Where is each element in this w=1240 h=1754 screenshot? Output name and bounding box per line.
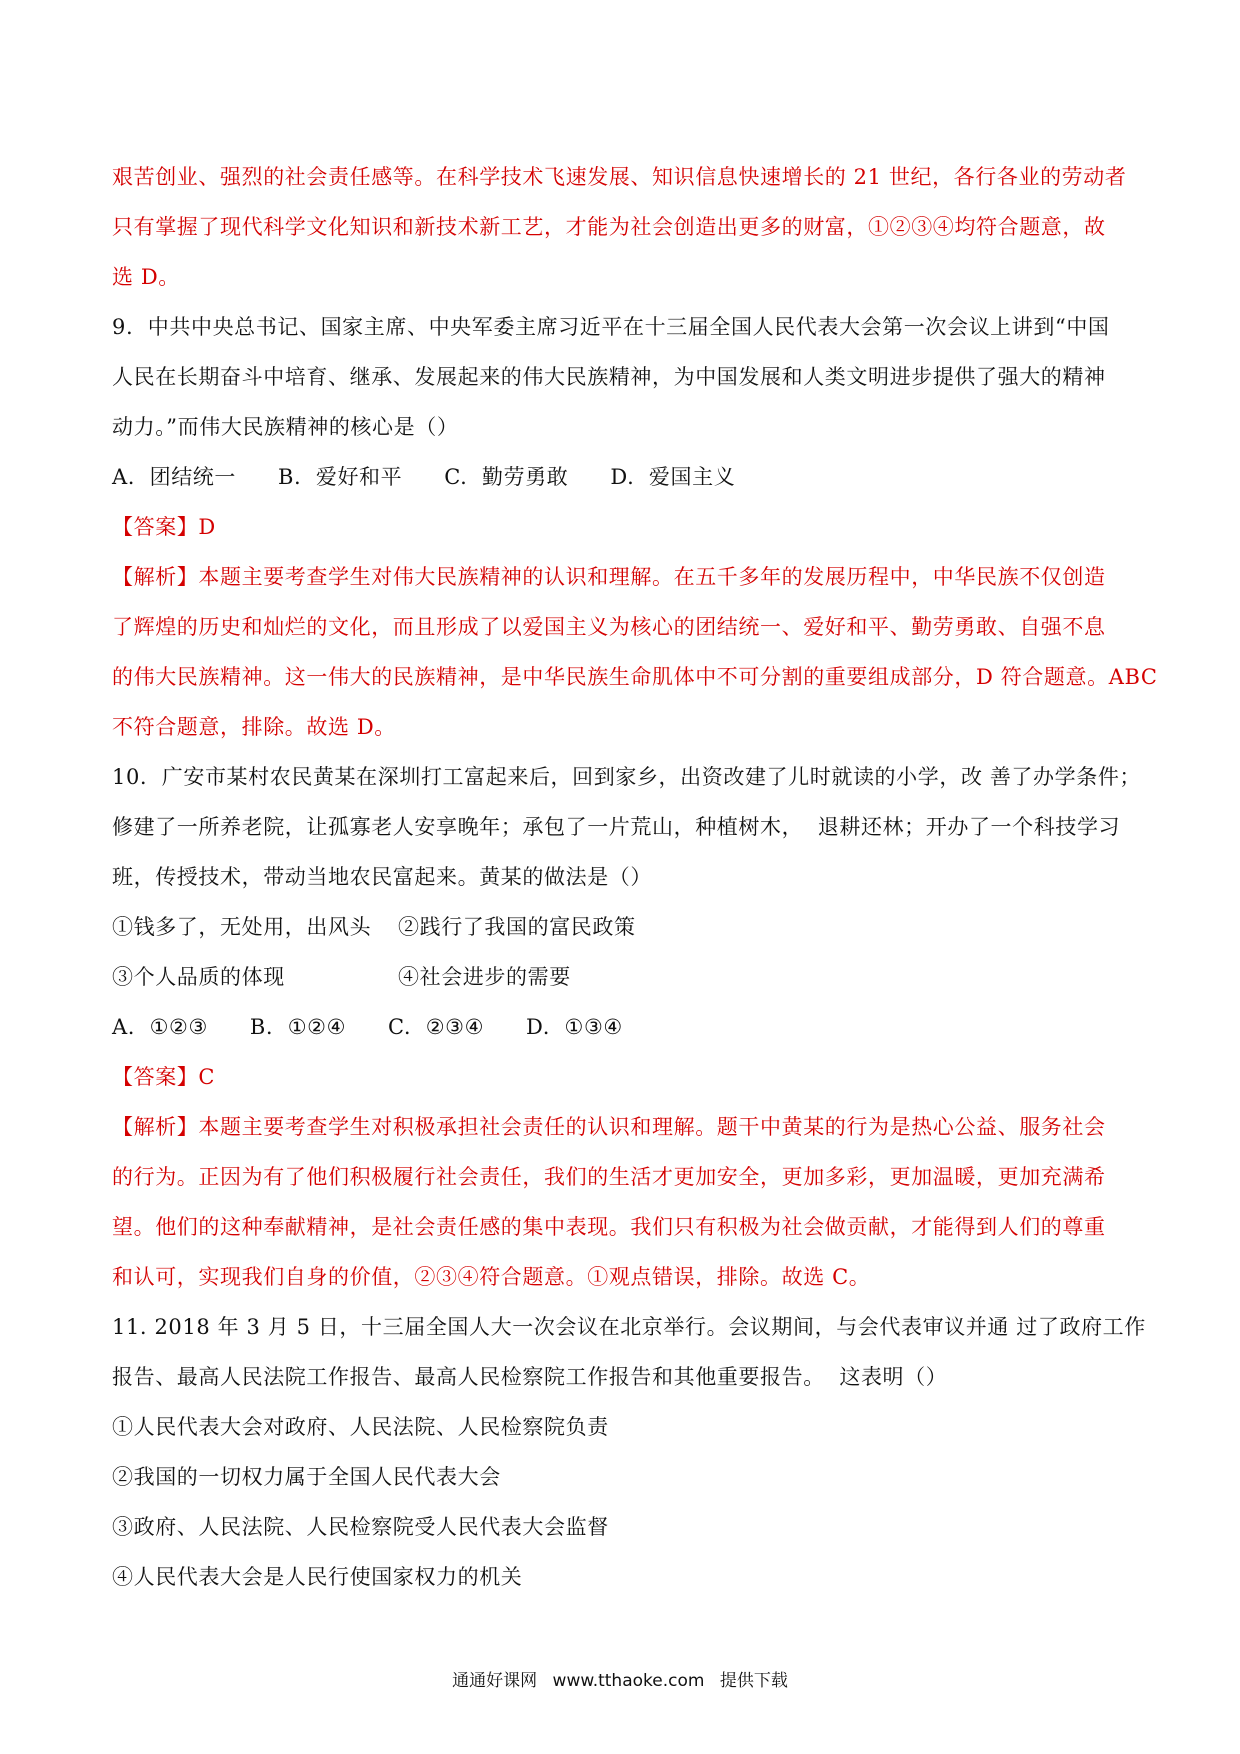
statement-choice: ②践行了我国的富民政策 [398, 915, 636, 939]
statement-choices-row [112, 902, 1132, 952]
statement-choice: ④社会进步的需要 [398, 965, 571, 989]
analysis-line: 【解析】本题主要考查学生对伟大民族精神的认识和理解。在五千多年的发展历程中，中华民族不仅创造 [112, 565, 1106, 589]
option-c: C. ②③④ [388, 1015, 485, 1039]
document-body [112, 152, 1158, 1602]
answer-key: 【答案】C [112, 1065, 216, 1089]
option-d: D. ①③④ [526, 1015, 623, 1039]
analysis-line: 的伟大民族精神。这一伟大的民族精神，是中华民族生命肌体中不可分割的重要组成部分，D 符合题意。ABC [112, 665, 1158, 689]
statement-choice: ④人民代表大会是人民行使国家权力的机关 [112, 1565, 523, 1589]
q8-analysis-continued [112, 152, 1132, 302]
question-10 [112, 752, 1142, 1302]
analysis-line: 望。他们的这种奉献精神，是社会责任感的集中表现。我们只有积极为社会做贡献，才能得到人们的尊重 [112, 1215, 1106, 1239]
analysis-line: 了辉煌的历史和灿烂的文化，而且形成了以爱国主义为核心的团结统一、爱好和平、勤劳勇敢、自强不息 [112, 615, 1106, 639]
option-b: B. 爱好和平 [278, 465, 403, 489]
statement-choice: ③政府、人民法院、人民检察院受人民代表大会监督 [112, 1515, 609, 1539]
statement-choice: ①人民代表大会对政府、人民法院、人民检察院负责 [112, 1415, 609, 1439]
footer-site-name: 通通好课网 [452, 1671, 538, 1691]
footer-url-link[interactable]: www.tthaoke.com [552, 1671, 705, 1691]
option-d: D. 爱国主义 [610, 465, 736, 489]
analysis-line: 只有掌握了现代科学文化知识和新技术新工艺，才能为社会创造出更多的财富，①②③④均符合题意，故 [112, 215, 1106, 239]
statement-choice: ②我国的一切权力属于全国人民代表大会 [112, 1465, 501, 1489]
option-a: A. 团结统一 [112, 465, 236, 489]
question-stem-line: 报告、最高人民法院工作报告、最高人民检察院工作报告和其他重要报告。 这表明（） [112, 1365, 948, 1389]
statement-choice: ①钱多了，无处用，出风头 [112, 915, 372, 939]
statement-choice: ③个人品质的体现 [112, 965, 285, 989]
question-stem-line: 动力。”而伟大民族精神的核心是（） [112, 415, 459, 439]
analysis-line: 【解析】本题主要考查学生对积极承担社会责任的认识和理解。题干中黄某的行为是热心公益、服务社会 [112, 1115, 1106, 1139]
question-stem-line: 9. 中共中央总书记、国家主席、中央军委主席习近平在十三届全国人民代表大会第一次会议上讲到“中国 [112, 315, 1110, 339]
question-stem-line: 班，传授技术，带动当地农民富起来。黄某的做法是（） [112, 865, 652, 889]
answer-options [112, 452, 1132, 502]
footer-note: 提供下载 [719, 1671, 788, 1691]
analysis-line: 艰苦创业、强烈的社会责任感等。在科学技术飞速发展、知识信息快速增长的 21 世纪，各行各业的劳动者 [112, 165, 1127, 189]
option-a: A. ①②③ [112, 1015, 208, 1039]
question-stem-line: 人民在长期奋斗中培育、继承、发展起来的伟大民族精神，为中国发展和人类文明进步提供了强大的精神 [112, 365, 1106, 389]
answer-key: 【答案】D [112, 515, 216, 539]
question-11 [112, 1302, 1146, 1602]
question-stem-line: 修建了一所养老院，让孤寡老人安享晚年；承包了一片荒山，种植树木， 退耕还林；开办了一个科技学习 [112, 815, 1121, 839]
option-b: B. ①②④ [249, 1015, 347, 1039]
statement-choices-row [112, 952, 1132, 1002]
question-stem-line: 11. 2018 年 3 月 5 日，十三届全国人大一次会议在北京举行。会议期间，与会代表审议并通 过了政府工作 [112, 1315, 1146, 1339]
option-c: C. 勤劳勇敢 [444, 465, 569, 489]
analysis-line: 和认可，实现我们自身的价值，②③④符合题意。①观点错误，排除。故选 C。 [112, 1265, 871, 1289]
question-stem-line: 10. 广安市某村农民黄某在深圳打工富起来后，回到家乡，出资改建了儿时就读的小学，改 善了办学条件； [112, 765, 1142, 789]
analysis-line: 选 D。 [112, 265, 180, 289]
answer-options [112, 1002, 1132, 1052]
question-9 [112, 302, 1158, 752]
analysis-line: 不符合题意，排除。故选 D。 [112, 715, 396, 739]
page-footer [0, 1666, 1240, 1691]
analysis-line: 的行为。正因为有了他们积极履行社会责任，我们的生活才更加安全，更加多彩，更加温暖，更加充满希 [112, 1165, 1106, 1189]
